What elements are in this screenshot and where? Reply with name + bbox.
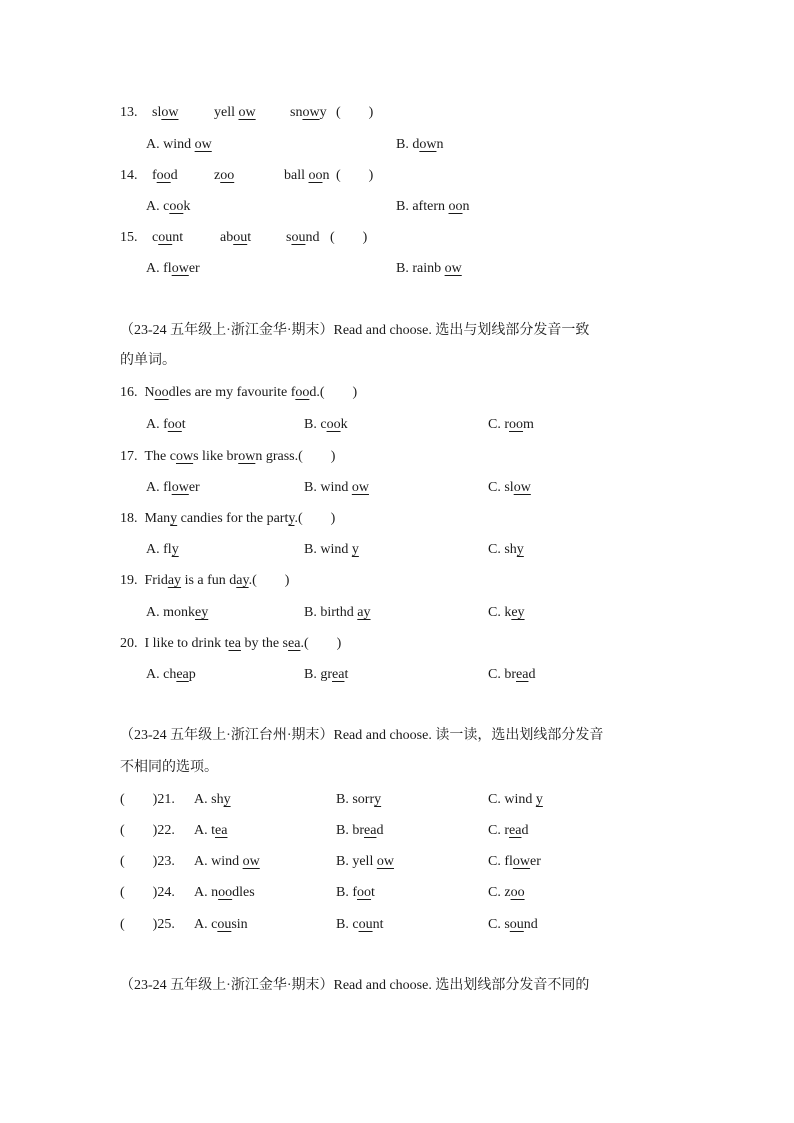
text-segment: sin bbox=[231, 917, 248, 932]
text-segment: n bbox=[436, 137, 444, 152]
text-segment: c bbox=[352, 917, 359, 932]
underlined-letters: ey bbox=[195, 605, 209, 620]
text-segment: f bbox=[163, 417, 168, 432]
text-segment: Frid bbox=[144, 573, 168, 588]
text-segment: d bbox=[376, 823, 384, 838]
text-segment: dles are my favourite f bbox=[168, 385, 296, 400]
text-segment: n bbox=[322, 168, 330, 183]
underlined-letters: oo bbox=[357, 885, 372, 900]
underlined-letters: oo bbox=[448, 199, 463, 214]
question-19: 19. Friday is a fun day.( ) bbox=[120, 573, 290, 588]
text-segment: k bbox=[504, 605, 512, 620]
underlined-letters: y bbox=[170, 511, 178, 526]
underlined-letters: y bbox=[223, 792, 231, 807]
text-segment: yell bbox=[352, 854, 377, 869]
text-segment: wind bbox=[320, 480, 352, 495]
underlined-letters: ou bbox=[358, 917, 373, 932]
text-segment: d bbox=[412, 137, 420, 152]
underlined-letters: oo bbox=[510, 885, 525, 900]
text-segment: z bbox=[214, 168, 221, 183]
text-segment: wind bbox=[320, 542, 352, 557]
text-segment: ball bbox=[284, 168, 309, 183]
options-13 bbox=[146, 136, 444, 154]
option-b[interactable]: B. bread bbox=[336, 823, 384, 838]
underlined-letters: oo bbox=[169, 199, 184, 214]
text-segment: sl bbox=[504, 480, 514, 495]
word bbox=[290, 104, 327, 122]
text-segment: n grass.( ) bbox=[255, 449, 336, 464]
underlined-letters: ow bbox=[238, 449, 256, 464]
text-segment: sl bbox=[152, 105, 162, 120]
word bbox=[220, 229, 251, 247]
option-b[interactable]: B. great bbox=[304, 667, 349, 682]
underlined-letters: y bbox=[374, 792, 382, 807]
text-segment: d bbox=[528, 667, 536, 682]
text-segment: t bbox=[247, 230, 252, 245]
answer-blank[interactable]: ( ) bbox=[120, 854, 158, 869]
underlined-letters: ow bbox=[513, 480, 531, 495]
option-a[interactable]: A. noodles bbox=[194, 885, 255, 900]
text-segment: N bbox=[144, 385, 155, 400]
text-segment: d.( ) bbox=[309, 385, 358, 400]
text-segment: d bbox=[170, 168, 178, 183]
underlined-letters: ow bbox=[512, 854, 531, 869]
text-segment: I like to drink t bbox=[144, 636, 229, 651]
option-b[interactable]: B. count bbox=[336, 917, 384, 932]
option-b[interactable]: B. cook bbox=[304, 417, 348, 432]
section-heading-1: （23-24 五年级上·浙江金华·期末）Read and choose. 选出与划线部分发音一致 bbox=[120, 323, 590, 338]
underlined-letters: ea bbox=[509, 823, 522, 838]
answer-blank[interactable]: ( ) bbox=[120, 917, 158, 932]
options-20 bbox=[146, 666, 536, 684]
underlined-letters: ea bbox=[215, 823, 228, 838]
underlined-letters: ou bbox=[158, 230, 173, 245]
text-segment: f bbox=[152, 168, 157, 183]
text-segment: nd bbox=[523, 917, 538, 932]
question-23: ( )23. A. wind ow B. yell ow C. flower bbox=[120, 854, 541, 869]
option-b[interactable]: B. down bbox=[396, 137, 444, 152]
text-segment: t bbox=[211, 823, 216, 838]
section-heading-1-cont: 的单词。 bbox=[120, 353, 176, 368]
text-segment: wind bbox=[504, 792, 536, 807]
text-segment: er bbox=[530, 854, 541, 869]
section-heading-2-cont: 不相同的选项。 bbox=[120, 760, 218, 775]
underlined-letters: oo bbox=[167, 417, 182, 432]
text-segment: s like br bbox=[193, 449, 239, 464]
underlined-letters: ea bbox=[228, 636, 241, 651]
text-segment: c bbox=[152, 230, 159, 245]
option-b[interactable]: B. wind y bbox=[304, 542, 359, 557]
question-15: 15. count about sound ( ) bbox=[120, 230, 368, 245]
option-a[interactable]: A. wind ow bbox=[194, 854, 260, 869]
section-heading-3: （23-24 五年级上·浙江金华·期末）Read and choose. 选出划线部分发音不同的 bbox=[120, 978, 590, 993]
underlined-letters: ea bbox=[332, 667, 345, 682]
option-a[interactable]: A. shy bbox=[194, 792, 231, 807]
underlined-letters: ou bbox=[217, 917, 232, 932]
text-segment: t bbox=[371, 885, 375, 900]
text-segment: s bbox=[286, 230, 292, 245]
text-segment: k bbox=[340, 417, 348, 432]
text-segment: fl bbox=[163, 542, 172, 557]
answer-blank[interactable]: ( ) bbox=[120, 885, 158, 900]
underlined-letters: ow bbox=[419, 137, 437, 152]
underlined-letters: y bbox=[516, 542, 524, 557]
question-16: 16. Noodles are my favourite food.( ) bbox=[120, 385, 358, 400]
question-18: 18. Many candies for the party.( ) bbox=[120, 511, 336, 526]
text-segment: r bbox=[504, 823, 510, 838]
text-segment: y bbox=[319, 105, 327, 120]
answer-blank[interactable]: ( ) bbox=[120, 823, 158, 838]
text-segment: aftern bbox=[412, 199, 449, 214]
options-19 bbox=[146, 604, 525, 622]
text-segment: m bbox=[523, 417, 534, 432]
underlined-letters: ay bbox=[357, 605, 371, 620]
options-17 bbox=[146, 479, 531, 497]
question-24: ( )24. A. noodles B. foot C. zoo bbox=[120, 885, 525, 900]
underlined-letters: oo bbox=[220, 168, 235, 183]
option-c[interactable]: C. flower bbox=[488, 854, 541, 869]
text-segment: n bbox=[462, 199, 470, 214]
text-segment: br bbox=[352, 823, 365, 838]
word bbox=[286, 229, 319, 247]
option-c[interactable]: C. slow bbox=[488, 480, 531, 495]
underlined-letters: oo bbox=[154, 385, 169, 400]
underlined-letters: ow bbox=[161, 105, 179, 120]
text-segment: .( ) bbox=[294, 511, 336, 526]
section-heading-2: （23-24 五年级上·浙江台州·期末）Read and choose. 读一读，选出划线部分发音 bbox=[120, 728, 604, 743]
option-c[interactable]: C. shy bbox=[488, 542, 524, 557]
text-segment: er bbox=[188, 480, 200, 495]
word bbox=[152, 104, 178, 122]
text-segment: birthd bbox=[320, 605, 358, 620]
option-b[interactable]: B. foot bbox=[336, 885, 375, 900]
text-segment: The c bbox=[144, 449, 176, 464]
text-segment: p bbox=[188, 667, 196, 682]
underlined-letters: oo bbox=[295, 385, 310, 400]
text-segment: n bbox=[211, 885, 219, 900]
text-segment: ch bbox=[163, 667, 177, 682]
option-a[interactable]: A. monkey bbox=[146, 605, 209, 620]
text-segment: yell bbox=[214, 105, 239, 120]
text-segment: s bbox=[504, 917, 510, 932]
option-a[interactable]: A. tea bbox=[194, 823, 228, 838]
word bbox=[152, 229, 183, 247]
answer-blank[interactable]: ( ) bbox=[120, 792, 158, 807]
question-21: ( )21. A. shy B. sorry C. wind y bbox=[120, 792, 543, 807]
option-b[interactable]: B. rainb ow bbox=[396, 261, 462, 276]
text-segment: c bbox=[163, 199, 170, 214]
text-segment: sh bbox=[211, 792, 224, 807]
question-20: 20. I like to drink tea by the sea.( ) bbox=[120, 636, 342, 651]
option-a[interactable]: A. foot bbox=[146, 417, 186, 432]
underlined-letters: ou bbox=[233, 230, 248, 245]
question-13: 13. slow yell ow snowy ( ) bbox=[120, 105, 374, 120]
text-segment: by the s bbox=[240, 636, 288, 651]
underlined-letters: oo bbox=[218, 885, 233, 900]
underlined-letters: ou bbox=[291, 230, 306, 245]
question-22: ( )22. A. tea B. bread C. read bbox=[120, 823, 529, 838]
answer-blank[interactable]: ( ) bbox=[336, 168, 374, 183]
text-segment: t bbox=[181, 417, 186, 432]
underlined-letters: ea bbox=[176, 667, 189, 682]
text-segment: r bbox=[504, 417, 510, 432]
text-segment: nt bbox=[172, 230, 184, 245]
option-c[interactable]: C. room bbox=[488, 417, 534, 432]
text-segment: dles bbox=[232, 885, 255, 900]
underlined-letters: y bbox=[535, 792, 543, 807]
word bbox=[284, 167, 330, 185]
text-segment: fl bbox=[163, 261, 172, 276]
text-segment: wind bbox=[163, 137, 195, 152]
text-segment: d bbox=[521, 823, 529, 838]
underlined-letters: ow bbox=[175, 449, 194, 464]
underlined-letters: ay bbox=[167, 573, 182, 588]
text-segment: fl bbox=[504, 854, 513, 869]
text-segment: fl bbox=[163, 480, 172, 495]
underlined-letters: ow bbox=[194, 137, 212, 152]
underlined-letters: ow bbox=[376, 854, 394, 869]
text-segment: is a fun d bbox=[181, 573, 237, 588]
text-segment: Man bbox=[144, 511, 171, 526]
text-segment: c bbox=[211, 917, 218, 932]
underlined-letters: y bbox=[351, 542, 359, 557]
text-segment: .( ) bbox=[248, 573, 290, 588]
underlined-letters: oo bbox=[326, 417, 341, 432]
text-segment: nt bbox=[372, 917, 384, 932]
underlined-letters: ea bbox=[516, 667, 529, 682]
text-segment: k bbox=[183, 199, 191, 214]
text-segment: sn bbox=[290, 105, 303, 120]
option-b[interactable]: B. sorry bbox=[336, 792, 382, 807]
underlined-letters: ow bbox=[171, 480, 189, 495]
option-b[interactable]: B. wind ow bbox=[304, 480, 369, 495]
word bbox=[152, 167, 178, 185]
text-segment: c bbox=[320, 417, 327, 432]
answer-blank[interactable]: ( ) bbox=[330, 230, 368, 245]
option-a[interactable]: A. fly bbox=[146, 542, 179, 557]
option-c[interactable]: C. key bbox=[488, 605, 525, 620]
option-c[interactable]: C. wind y bbox=[488, 792, 543, 807]
underlined-letters: ea bbox=[288, 636, 301, 651]
text-segment: candies for the part bbox=[177, 511, 289, 526]
question-25: ( )25. A. cousin B. count C. sound bbox=[120, 917, 538, 932]
text-segment: nd bbox=[305, 230, 320, 245]
options-14 bbox=[146, 198, 470, 216]
text-segment: f bbox=[352, 885, 358, 900]
underlined-letters: oo bbox=[308, 168, 323, 183]
underlined-letters: ow bbox=[242, 854, 260, 869]
text-segment: .( ) bbox=[300, 636, 342, 651]
text-segment: sh bbox=[504, 542, 517, 557]
options-15 bbox=[146, 260, 462, 278]
underlined-letters: ow bbox=[351, 480, 369, 495]
answer-blank[interactable]: ( ) bbox=[336, 105, 374, 120]
underlined-letters: ay bbox=[236, 573, 249, 588]
option-c[interactable]: C. bread bbox=[488, 667, 536, 682]
text-segment: ab bbox=[220, 230, 234, 245]
text-segment: wind bbox=[211, 854, 243, 869]
option-a[interactable]: A. cheap bbox=[146, 667, 196, 682]
word bbox=[214, 167, 234, 185]
option-a[interactable]: A. wind ow bbox=[146, 137, 212, 152]
underlined-letters: ow bbox=[238, 105, 256, 120]
word bbox=[214, 104, 256, 122]
underlined-letters: y bbox=[171, 542, 179, 557]
underlined-letters: oo bbox=[156, 168, 171, 183]
text-segment: z bbox=[504, 885, 511, 900]
underlined-letters: y bbox=[288, 511, 295, 526]
question-14: 14. food zoo ball oon ( ) bbox=[120, 168, 374, 183]
option-b[interactable]: B. aftern oon bbox=[396, 199, 470, 214]
underlined-letters: ow bbox=[171, 261, 189, 276]
option-c[interactable]: C. zoo bbox=[488, 885, 525, 900]
text-segment: er bbox=[188, 261, 200, 276]
text-segment: t bbox=[344, 667, 349, 682]
text-segment: rainb bbox=[412, 261, 445, 276]
underlined-letters: ey bbox=[511, 605, 525, 620]
text-segment: gr bbox=[320, 667, 333, 682]
option-a[interactable]: A. flower bbox=[146, 261, 200, 276]
option-c[interactable]: C. read bbox=[488, 823, 529, 838]
option-a[interactable]: A. cook bbox=[146, 199, 191, 214]
option-a[interactable]: A. flower bbox=[146, 480, 200, 495]
text-segment: sorr bbox=[352, 792, 375, 807]
option-b[interactable]: B. birthd ay bbox=[304, 605, 371, 620]
question-17: 17. The cows like brown grass.( ) bbox=[120, 449, 336, 464]
underlined-letters: oo bbox=[509, 417, 524, 432]
underlined-letters: ea bbox=[364, 823, 377, 838]
underlined-letters: ow bbox=[302, 105, 320, 120]
options-18 bbox=[146, 541, 524, 559]
underlined-letters: ow bbox=[444, 261, 462, 276]
option-c[interactable]: C. sound bbox=[488, 917, 538, 932]
option-b[interactable]: B. yell ow bbox=[336, 854, 394, 869]
text-segment: monk bbox=[163, 605, 196, 620]
text-segment: br bbox=[504, 667, 517, 682]
underlined-letters: ou bbox=[509, 917, 524, 932]
options-16 bbox=[146, 416, 534, 434]
option-a[interactable]: A. cousin bbox=[194, 917, 248, 932]
